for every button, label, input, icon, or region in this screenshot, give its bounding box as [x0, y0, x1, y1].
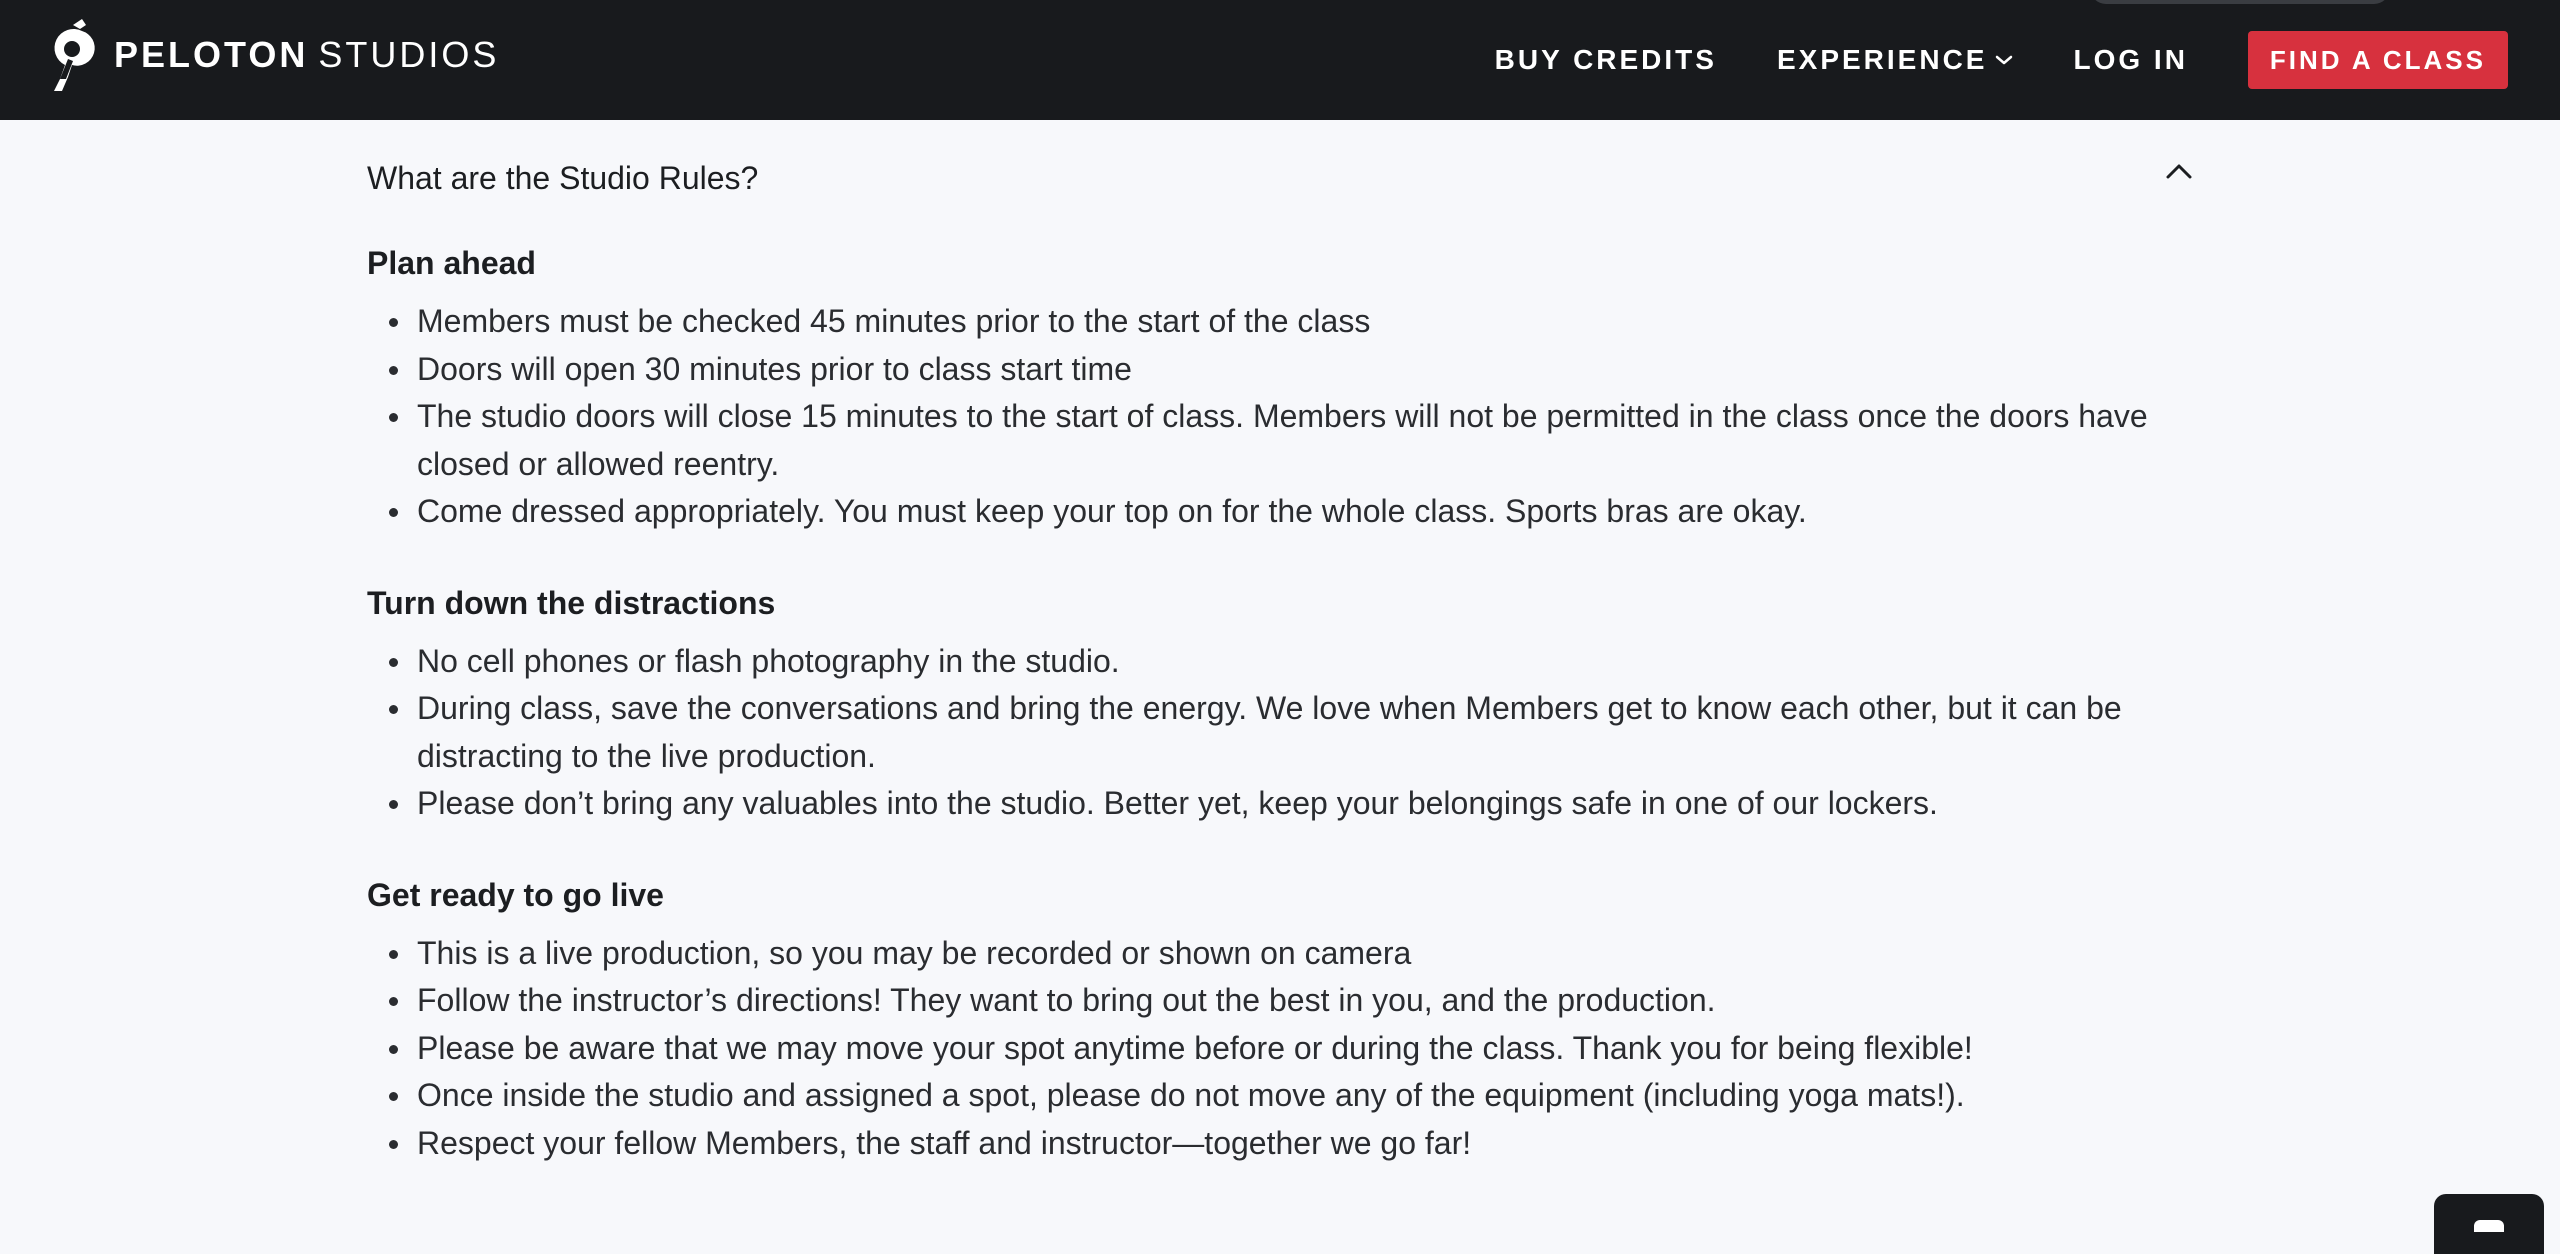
list-item: Follow the instructor’s directions! They want to bring out the best in you, and the production.	[417, 977, 2193, 1025]
list-item: Come dressed appropriately. You must keep your top on for the whole class. Sports bras are okay.	[417, 488, 2193, 536]
rules-list	[367, 638, 2193, 828]
rules-section-distractions	[367, 580, 2193, 828]
find-a-class-button[interactable]: FIND A CLASS	[2248, 31, 2508, 89]
list-item: Once inside the studio and assigned a spot, please do not move any of the equipment (including yoga mats!).	[417, 1072, 2193, 1120]
section-title: Get ready to go live	[367, 876, 664, 913]
faq-question: What are the Studio Rules?	[367, 160, 759, 196]
section-title: Turn down the distractions	[367, 584, 776, 621]
list-item: This is a live production, so you may be recorded or shown on camera	[417, 930, 2193, 978]
rules-section-plan-ahead	[367, 240, 2193, 536]
brand-wordmark	[114, 34, 499, 76]
chevron-up-icon[interactable]	[2165, 162, 2193, 180]
nav-log-in-label: LOG IN	[2073, 44, 2188, 75]
chat-widget-button[interactable]	[2434, 1194, 2544, 1254]
main-nav	[1495, 0, 2508, 120]
nav-buy-credits-label: BUY CREDITS	[1494, 44, 1717, 75]
list-item: Members must be checked 45 minutes prior to the start of the class	[417, 298, 2193, 346]
nav-experience-label: EXPERIENCE	[1776, 44, 1988, 75]
chevron-down-icon	[1995, 54, 2013, 66]
nav-experience-dropdown[interactable]	[1777, 44, 2014, 76]
rules-section-go-live	[367, 872, 2193, 1168]
list-item: Doors will open 30 minutes prior to class start time	[417, 346, 2193, 394]
faq-content	[367, 120, 2193, 1167]
top-navbar	[0, 0, 2560, 120]
list-item: Respect your fellow Members, the staff and instructor—together we go far!	[417, 1120, 2193, 1168]
brand-name-strong: PELOTON	[114, 34, 309, 75]
list-item: Please be aware that we may move your spot anytime before or during the class. Thank you for being flexible!	[417, 1025, 2193, 1073]
section-title: Plan ahead	[367, 245, 536, 281]
chat-icon	[2474, 1220, 2504, 1232]
rules-list	[367, 298, 2193, 536]
list-item: No cell phones or flash photography in the studio.	[417, 638, 2193, 686]
brand-name-light: STUDIOS	[318, 34, 500, 75]
list-item: During class, save the conversations and bring the energy. We love when Members get to know each other, but it can be distracting to the live production.	[417, 685, 2193, 780]
list-item: Please don’t bring any valuables into the studio. Better yet, keep your belongings safe in one of our lockers.	[417, 780, 2193, 828]
nav-buy-credits-link[interactable]	[1495, 44, 1717, 76]
peloton-logo-icon	[46, 19, 100, 91]
rules-list	[367, 930, 2193, 1168]
faq-item-header[interactable]	[367, 120, 2193, 240]
list-item: The studio doors will close 15 minutes to the start of class. Members will not be permitted in the class once the doors have closed or allowed reentry.	[417, 393, 2193, 488]
nav-log-in-link[interactable]	[2073, 44, 2187, 76]
brand-home-link[interactable]	[46, 18, 499, 92]
